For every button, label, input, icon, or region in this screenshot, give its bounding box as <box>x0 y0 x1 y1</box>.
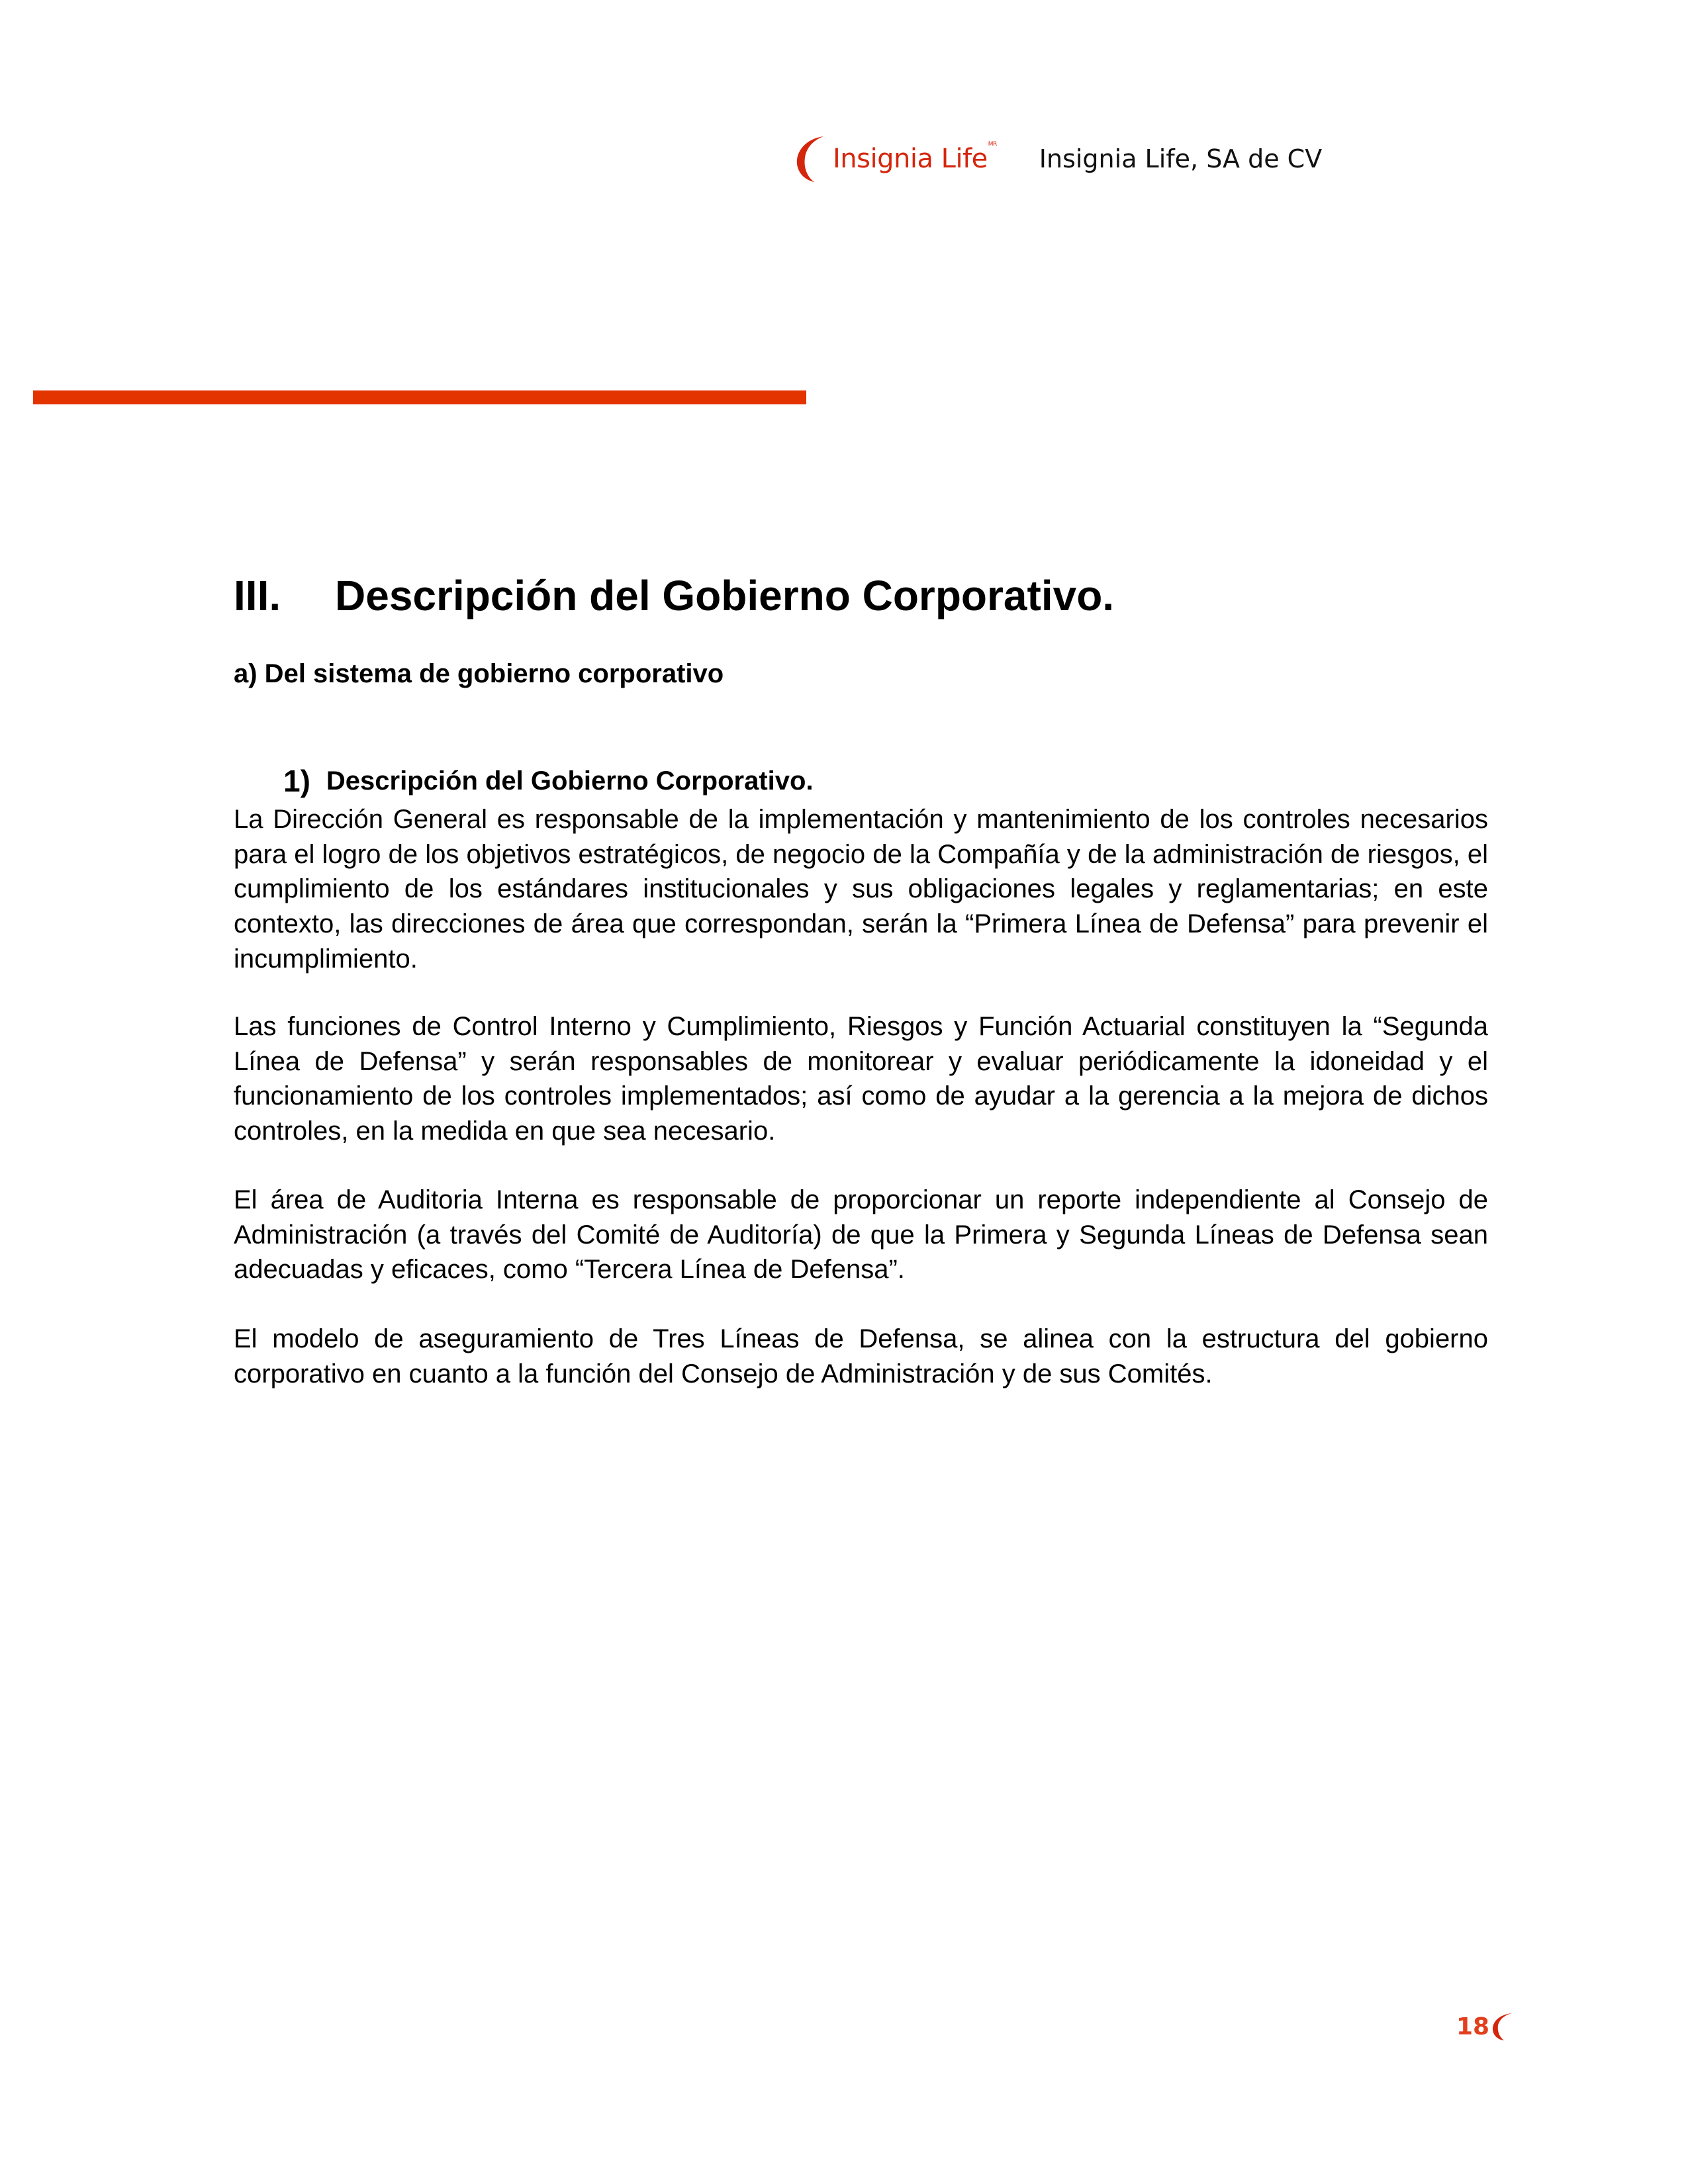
document-body <box>234 569 1488 974</box>
accent-divider-bar <box>33 390 806 404</box>
logo-text: Insignia Life <box>833 144 988 174</box>
company-name: Insignia Life, SA de CV <box>1039 144 1323 173</box>
crescent-logo-icon <box>794 135 829 183</box>
item-heading <box>283 761 814 801</box>
page-number: 18 <box>1456 2013 1490 2040</box>
item-number: 1) <box>283 764 310 798</box>
item-title: Descripción del Gobierno Corporativo. <box>326 766 814 796</box>
insignia-life-logo <box>794 135 997 183</box>
page-footer <box>1456 2012 1513 2041</box>
section-title: Descripción del Gobierno Corporativo. <box>335 572 1115 619</box>
paragraph-third-line-defense: El área de Auditoria Interna es responsable de proporcionar un reporte independiente al Consejo de Administración (a través del Comité de Auditoría) de que la Primera y Segunda Líneas de Defensa sean adecuadas y eficaces, como “Tercera Línea de Defensa”. <box>234 1185 1488 1285</box>
section-heading <box>234 569 1488 622</box>
logo-wordmark <box>833 141 997 174</box>
paragraph-three-lines-model: El modelo de aseguramiento de Tres Líneas de Defensa, se alinea con la estructura del gobierno corporativo en cuanto a la función del Consejo de Administración y de sus Comités. <box>234 1324 1488 1388</box>
paragraph-first-line-defense: La Dirección General es responsable de la implementación y mantenimiento de los controles necesarios para el logro de los objetivos estratégicos, de negocio de la Compañía y de la administración de riesgos, el cumplimiento de los estándares institucionales y sus obligaciones legales y reglamentarias; en este contexto, las direcciones de área que correspondan, serán la “Primera Línea de Defensa” para prevenir el incumplimiento. <box>234 805 1488 974</box>
subsection-heading: a) Del sistema de gobierno corporativo <box>234 659 724 688</box>
logo-trademark: MR <box>988 141 997 148</box>
crescent-logo-icon <box>1491 2012 1513 2041</box>
section-number: III. <box>234 572 281 619</box>
paragraph-second-line-defense: Las funciones de Control Interno y Cumplimiento, Riesgos y Función Actuarial constituyen la “Segunda Línea de Defensa” y serán responsables de monitorear y evaluar periódicamente la idoneidad y el funcionamiento de los controles implementados; así como de ayudar a la gerencia a la mejora de dichos controles, en la medida en que sea necesario. <box>234 1012 1488 1146</box>
page-header <box>794 132 1322 185</box>
